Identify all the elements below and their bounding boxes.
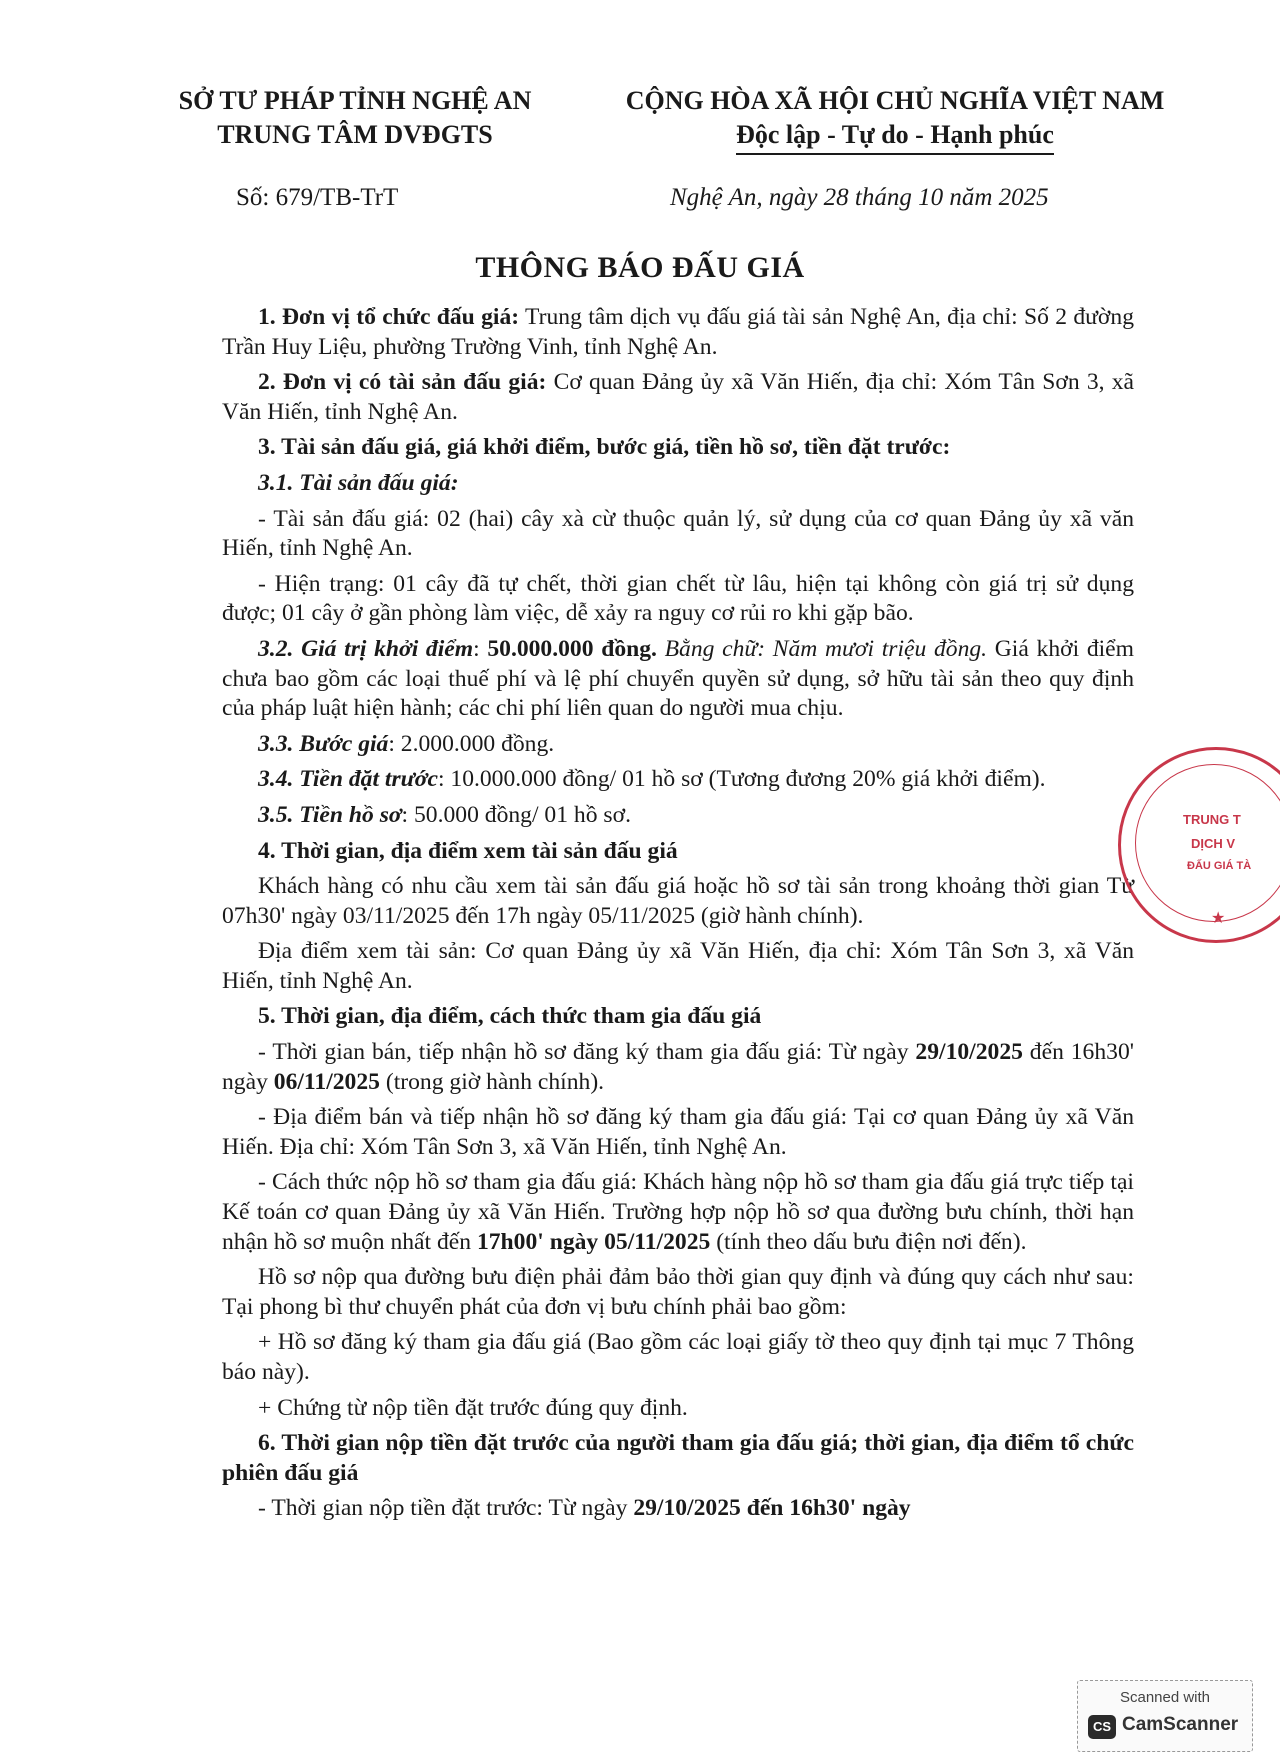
section-3-3-label: 3.3. Bước giá <box>258 730 389 757</box>
section-3-5-label: 3.5. Tiền hồ sơ <box>258 801 402 828</box>
star-icon: ★ <box>1211 910 1226 927</box>
org-line-1: SỞ TƯ PHÁP TỈNH NGHỆ AN <box>178 86 532 115</box>
camscanner-logo-icon: CS <box>1088 1715 1116 1739</box>
org-line-2: TRUNG TÂM DVĐGTS <box>217 120 493 149</box>
reference-number: Số: 679/TB-TrT <box>236 184 399 211</box>
section-2-text: Cơ quan Đảng ủy xã Văn Hiến, địa chỉ: Xóm Tân Sơn 3, xã Văn Hiến, tỉnh Nghệ An. <box>222 369 1134 425</box>
seal-line-2: DỊCH V <box>1191 836 1236 851</box>
section-5-item-1: + Hồ sơ đăng ký tham gia đấu giá (Bao gồm các loại giấy tờ theo quy định tại mục 7 Thông báo này). <box>222 1329 1134 1385</box>
section-3-3 <box>222 730 1134 760</box>
section-1-text: Trung tâm dịch vụ đấu giá tài sản Nghệ An, địa chỉ: Số 2 đường Trần Huy Liệu, phường Trường Vinh, tỉnh Nghệ An. <box>222 304 1134 360</box>
nation-motto: Độc lập - Tự do - Hạnh phúc <box>736 118 1054 155</box>
section-6-heading: 6. Thời gian nộp tiền đặt trước của người tham gia đấu giá; thời gian, địa điểm tổ chức phiên đấu giá <box>222 1430 1134 1486</box>
section-3-1-status: - Hiện trạng: 01 cây đã tự chết, thời gian chết từ lâu, hiện tại không còn giá trị sử dụng được; 01 cây ở gần phòng làm việc, dễ xảy ra nguy cơ rủi ro khi gặp bão. <box>222 570 1134 627</box>
section-3-3-text: : 2.000.000 đồng. <box>388 730 555 757</box>
section-3-2-amount: 50.000.000 đồng. <box>487 635 657 662</box>
document-title: THÔNG BÁO ĐẤU GIÁ <box>475 251 805 284</box>
section-5-method-b: (tính theo dấu bưu điện nơi đến). <box>710 1228 1027 1255</box>
section-5-time-a: - Thời gian bán, tiếp nhận hồ sơ đăng ký tham gia đấu giá: Từ ngày <box>258 1039 916 1066</box>
seal-line-1: TRUNG T <box>1183 812 1241 827</box>
section-5-time-b: đến 16h30' ngày <box>222 1039 1134 1095</box>
scanned-with-caption: Scanned with <box>1119 1689 1211 1706</box>
section-5-time-c: (trong giờ hành chính). <box>379 1068 605 1095</box>
section-3-2-colon: : <box>473 635 488 662</box>
document-body <box>222 303 1134 1530</box>
section-2 <box>222 368 1134 427</box>
section-3-4-label: 3.4. Tiền đặt trước <box>258 766 438 793</box>
section-6-time <box>222 1494 1134 1524</box>
section-5-time <box>222 1038 1134 1097</box>
section-5-method <box>222 1168 1134 1257</box>
section-3-5-text: : 50.000 đồng/ 01 hồ sơ. <box>401 801 631 828</box>
section-4-heading: 4. Thời gian, địa điểm xem tài sản đấu giá <box>258 837 678 864</box>
section-3-1-asset: - Tài sản đấu giá: 02 (hai) cây xà cừ thuộc quản lý, sử dụng của cơ quan Đảng ủy xã văn Hiến, tỉnh Nghệ An. <box>222 505 1134 562</box>
seal-line-3: ĐẤU GIÁ TÀ <box>1187 860 1252 872</box>
section-4-place: Địa điểm xem tài sản: Cơ quan Đảng ủy xã Văn Hiến, địa chỉ: Xóm Tân Sơn 3, xã Văn Hiến, tỉnh Nghệ An. <box>222 938 1134 994</box>
camscanner-watermark <box>1077 1680 1253 1752</box>
section-3-1-heading: 3.1. Tài sản đấu giá: <box>258 469 459 496</box>
section-5-place: - Địa điểm bán và tiếp nhận hồ sơ đăng ký tham gia đấu giá: Tại cơ quan Đảng ủy xã Văn Hiến. Địa chỉ: Xóm Tân Sơn 3, xã Văn Hiến, tỉnh Nghệ An. <box>222 1104 1134 1160</box>
section-3-2-label: 3.2. Giá trị khởi điểm <box>258 635 474 662</box>
national-header <box>600 84 1190 155</box>
section-3-2-words: Bằng chữ: Năm mươi triệu đồng. <box>656 635 988 662</box>
section-5-post: Hồ sơ nộp qua đường bưu điện phải đảm bảo thời gian quy định và đúng quy cách như sau: Tại phong bì thư chuyển phát của đơn vị bưu chính phải bao gồm: <box>222 1264 1134 1320</box>
section-5-heading: 5. Thời gian, địa điểm, cách thức tham gia đấu giá <box>258 1003 762 1030</box>
section-3-2-text: Giá khởi điểm chưa bao gồm các loại thuế phí và lệ phí chuyển quyền sử dụng, sở hữu tài sản theo quy định của pháp luật hiện hành; các chi phí liên quan do người mua chịu. <box>222 635 1134 722</box>
camscanner-brand: CamScanner <box>1122 1714 1239 1735</box>
section-5-item-2: + Chứng từ nộp tiền đặt trước đúng quy định. <box>258 1394 688 1421</box>
section-1-label: 1. Đơn vị tổ chức đấu giá: <box>258 304 520 330</box>
section-2-label: 2. Đơn vị có tài sản đấu giá: <box>258 369 547 396</box>
section-6-time-a: - Thời gian nộp tiền đặt trước: Từ ngày <box>258 1495 634 1522</box>
section-3-4-text: : 10.000.000 đồng/ 01 hồ sơ (Tương đương 20% giá khởi điểm). <box>437 766 1046 793</box>
section-3-heading: 3. Tài sản đấu giá, giá khởi điểm, bước giá, tiền hồ sơ, tiền đặt trước: <box>258 434 951 461</box>
nation-line-1: CỘNG HÒA XÃ HỘI CHỦ NGHĨA VIỆT NAM <box>625 86 1165 115</box>
section-5-method-time: 17h00' ngày 05/11/2025 <box>476 1228 711 1255</box>
section-4-time: Khách hàng có nhu cầu xem tài sản đấu giá hoặc hồ sơ tài sản trong khoảng thời gian Từ 07h30' ngày 03/11/2025 đến 17h ngày 05/11/2025 (giờ hành chính). <box>222 873 1134 929</box>
section-3-2 <box>222 635 1134 724</box>
issuing-org <box>150 84 560 152</box>
section-5-time-date-1: 29/10/2025 <box>915 1039 1023 1066</box>
section-1 <box>222 303 1134 362</box>
section-5-method-a: - Cách thức nộp hồ sơ tham gia đấu giá: Khách hàng nộp hồ sơ tham gia đấu giá trực tiếp tại Kế toán cơ quan Đảng ủy xã Văn Hiến. Trường hợp nộp hồ sơ qua đường bưu chính, thời hạn nhận hồ sơ muộn nhất đến <box>222 1169 1134 1255</box>
place-date: Nghệ An, ngày 28 tháng 10 năm 2025 <box>670 184 1049 211</box>
official-seal <box>1118 747 1280 943</box>
section-6-time-bold: 29/10/2025 đến 16h30' ngày <box>633 1495 911 1522</box>
section-5-time-date-2: 06/11/2025 <box>273 1068 380 1095</box>
section-3-5 <box>222 801 1134 831</box>
section-3-4 <box>222 765 1134 795</box>
